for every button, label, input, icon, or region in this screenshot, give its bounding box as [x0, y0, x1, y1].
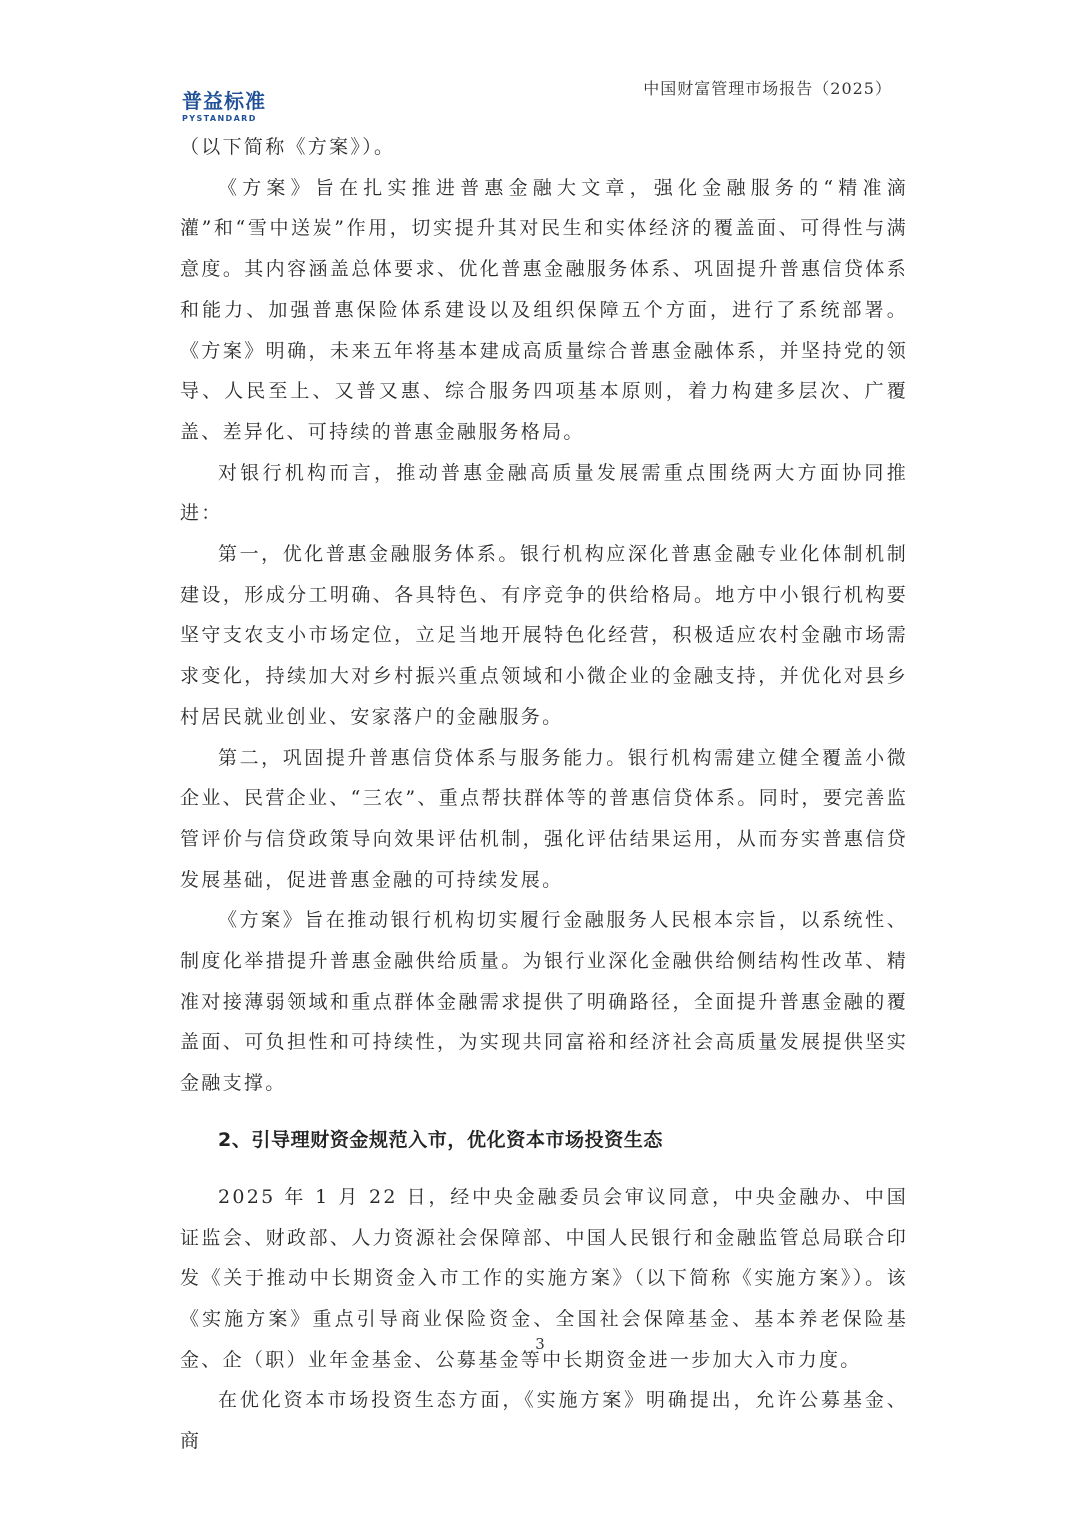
paragraph-plan-overview: 《方案》旨在扎实推进普惠金融大文章，强化金融服务的“精准滴灌”和“雪中送炭”作用，切实提升其对民生和实体经济的覆盖面、可得性与满意度。其内容涵盖总体要求、优化普惠金融服务体系、巩固提升普惠信贷体系和能力、加强普惠保险体系建设以及组织保障五个方面，进行了系统部署。《方案》明确，未来五年将基本建成高质量综合普惠金融体系，并坚持党的领导、人民至上、又普又惠、综合服务四项基本原则，着力构建多层次、广覆盖、差异化、可持续的普惠金融服务格局。: [180, 176, 908, 443]
paragraph-first-point: 第一，优化普惠金融服务体系。银行机构应深化普惠金融专业化体制机制建设，形成分工明确、各具特色、有序竞争的供给格局。地方中小银行机构要坚守支农支小市场定位，立足当地开展特色化经营，积极适应农村金融市场需求变化，持续加大对乡村振兴重点领域和小微企业的金融支持，并优化对县乡村居民就业创业、安家落户的金融服务。: [180, 543, 908, 728]
section-heading: 2、引导理财资金规范入市，优化资本市场投资生态: [218, 1128, 664, 1151]
paragraph-plan-summary: 《方案》旨在推动银行机构切实履行金融服务人民根本宗旨，以系统性、制度化举措提升普惠金融供给质量。为银行业深化金融供给侧结构性改革、精准对接薄弱领域和重点群体金融需求提供了明确路径，全面提升普惠金融的覆盖面、可负担性和可持续性，为实现共同富裕和经济社会高质量发展提供坚实金融支撑。: [180, 909, 908, 1095]
document-body: [180, 127, 908, 1462]
company-logo: [182, 90, 282, 124]
report-title: 中国财富管理市场报告（2025）: [643, 79, 892, 98]
paragraph-second-point: 第二，巩固提升普惠信贷体系与服务能力。银行机构需建立健全覆盖小微企业、民营企业、“三农”、重点帮扶群体等的普惠信贷体系。同时，要完善监管评价与信贷政策导向效果评估机制，强化评估结果运用，从而夯实普惠信贷发展基础，促进普惠金融的可持续发展。: [180, 746, 908, 891]
logo-chinese-name: 普益标准: [182, 89, 266, 113]
paragraph-investment-ecosystem: 在优化资本市场投资生态方面，《实施方案》明确提出，允许公募基金、商: [180, 1389, 908, 1453]
paragraph-implementation-plan: 2025 年 1 月 22 日，经中央金融委员会审议同意，中央金融办、中国证监会、财政部、人力资源社会保障部、中国人民银行和金融监管总局联合印发《关于推动中长期资金入市工作的实施方案》（以下简称《实施方案》）。该《实施方案》重点引导商业保险资金、全国社会保障基金、基本养老保险基金、企（职）业年金基金、公募基金等中长期资金进一步加大入市力度。: [180, 1185, 908, 1371]
logo-english-name: PYSTANDARD: [182, 114, 257, 123]
paragraph-bank-intro: 对银行机构而言，推动普惠金融高质量发展需重点围绕两大方面协同推进：: [180, 461, 908, 525]
page-number: 3: [535, 1335, 545, 1353]
paragraph-continuation: （以下简称《方案》）。: [180, 136, 396, 158]
